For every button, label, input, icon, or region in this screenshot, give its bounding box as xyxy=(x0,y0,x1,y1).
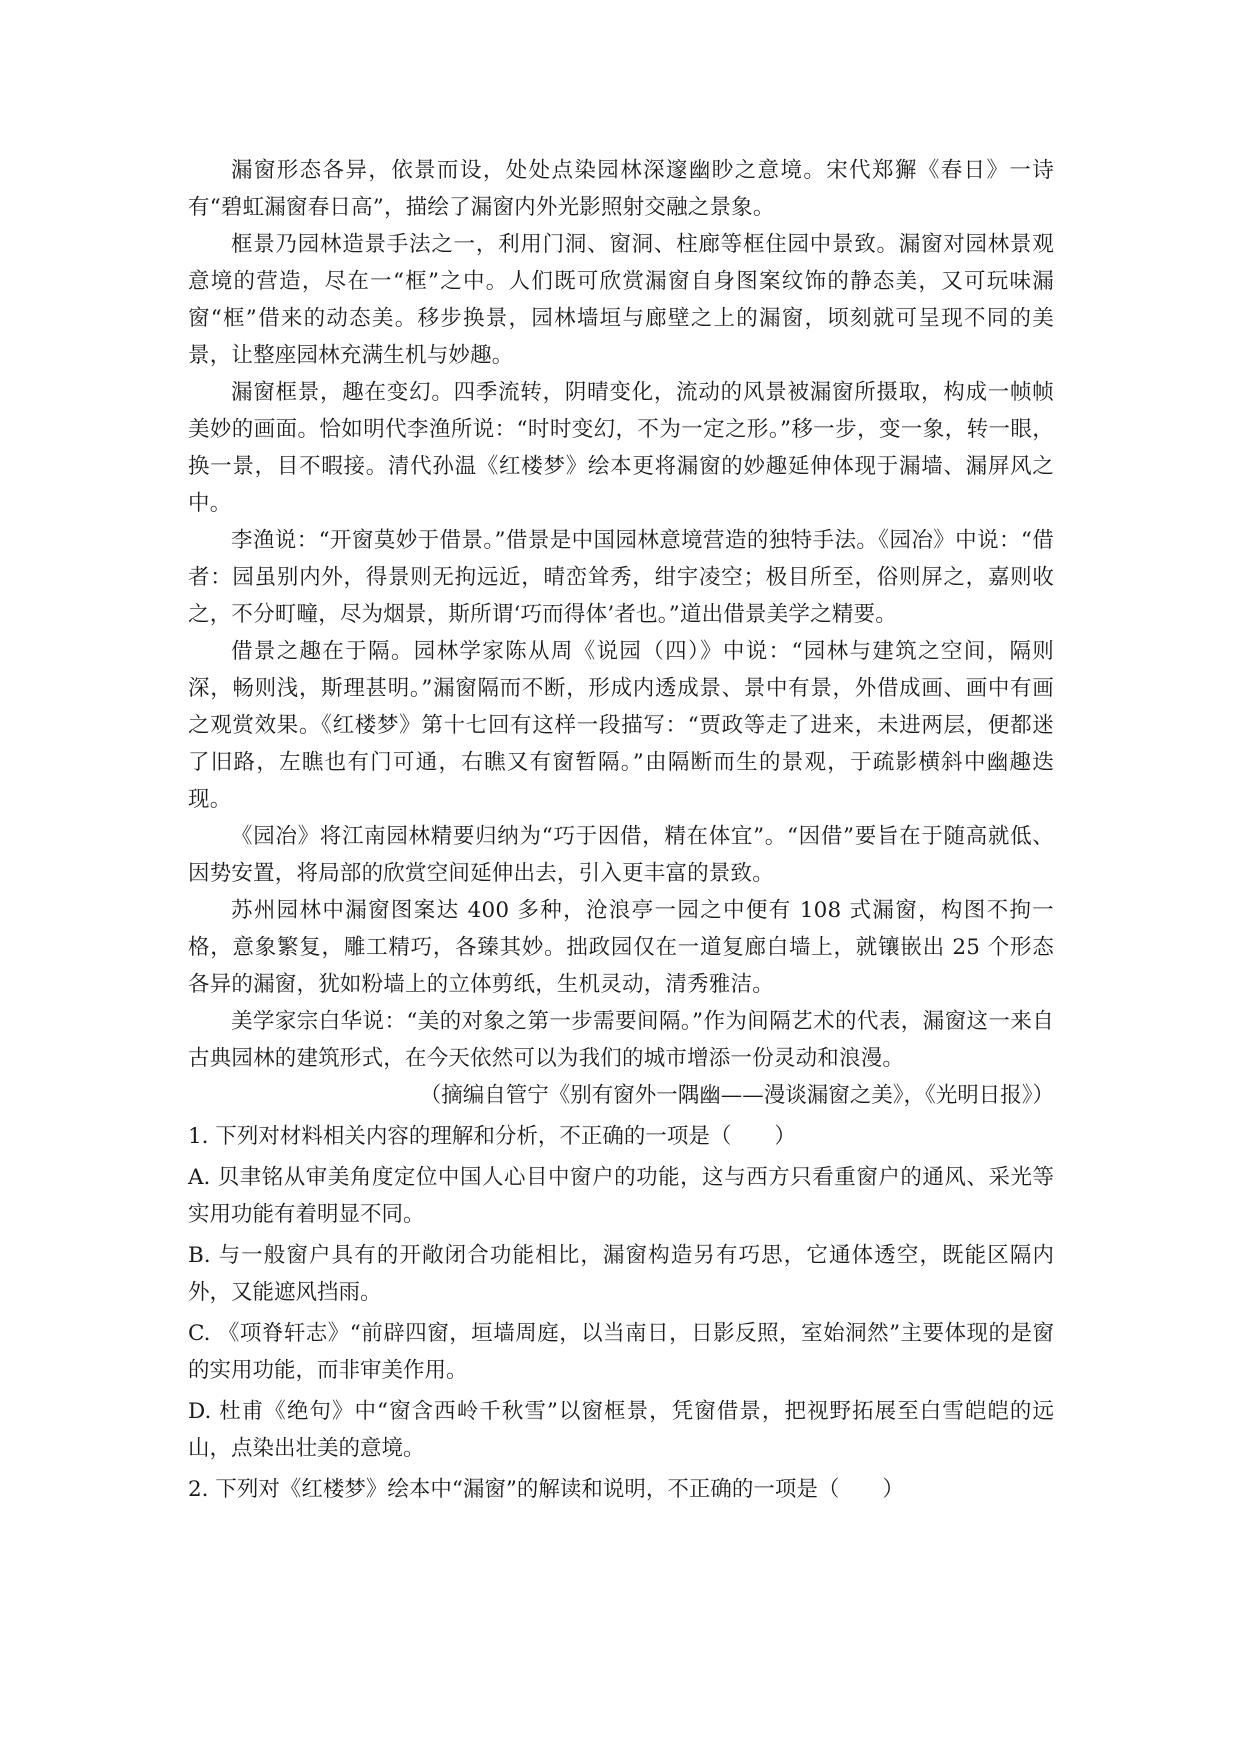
question-1-option-a: A. 贝聿铭从审美角度定位中国人心目中窗户的功能，这与西方只看重窗户的通风、采光等实用功能有着明显不同。 xyxy=(188,1165,1054,1227)
question-1-option-b: B. 与一般窗户具有的开敞闭合功能相比，漏窗构造另有巧思，它通体透空，既能区隔内外，又能遮风挡雨。 xyxy=(188,1243,1054,1305)
paragraph-3: 漏窗框景，趣在变幻。四季流转，阴晴变化，流动的风景被漏窗所摄取，构成一帧帧美妙的画面。恰如明代李渔所说：“时时变幻，不为一定之形。”移一步，变一象，转一眼，换一景，目不暇接。清代孙温《红楼梦》绘本更将漏窗的妙趣延伸体现于漏墙、漏屏风之中。 xyxy=(188,380,1054,516)
paragraph-7: 苏州园林中漏窗图案达 400 多种，沧浪亭一园之中便有 108 式漏窗，构图不拘一格，意象繁复，雕工精巧，各臻其妙。拙政园仅在一道复廊白墙上，就镶嵌出 25 个形态各异的漏窗，犹如粉墙上的立体剪纸，生机灵动，清秀雅洁。 xyxy=(188,898,1054,997)
paragraph-5: 借景之趣在于隔。园林学家陈从周《说园（四）》中说：“园林与建筑之空间，隔则深，畅则浅，斯理甚明。”漏窗隔而不断，形成内透成景、景中有景，外借成画、画中有画之观赏效果。《红楼梦》第十七回有这样一段描写：“贾政等走了进来，未进两层，便都迷了旧路，左瞧也有门可通，右瞧又有窗暂隔。”由隔断而生的景观，于疏影横斜中幽趣迭现。 xyxy=(188,639,1054,812)
paragraph-1: 漏窗形态各异，依景而设，处处点染园林深邃幽眇之意境。宋代郑獬《春日》一诗有“碧虹漏窗春日高”，描绘了漏窗内外光影照射交融之景象。 xyxy=(188,158,1054,220)
question-1-stem: 1. 下列对材料相关内容的理解和分析，不正确的一项是（ ） xyxy=(188,1124,796,1149)
paragraph-8: 美学家宗白华说：“美的对象之第一步需要间隔。”作为间隔艺术的代表，漏窗这一来自古典园林的建筑形式，在今天依然可以为我们的城市增添一份灵动和浪漫。 xyxy=(188,1009,1054,1071)
question-1-option-d: D. 杜甫《绝句》中“窗含西岭千秋雪”以窗框景，凭窗借景，把视野拓展至白雪皑皑的远山，点染出壮美的意境。 xyxy=(188,1399,1054,1461)
question-1-option-c: C. 《项脊轩志》“前辟四窗，垣墙周庭，以当南日，日影反照，室始洞然”主要体现的是窗的实用功能，而非审美作用。 xyxy=(188,1321,1054,1383)
paragraph-6: 《园冶》将江南园林精要归纳为“巧于因借，精在体宜”。“因借”要旨在于随高就低、因势安置，将局部的欣赏空间延伸出去，引入更丰富的景致。 xyxy=(188,824,1054,886)
question-2-stem: 2. 下列对《红楼梦》绘本中“漏窗”的解读和说明，不正确的一项是（ ） xyxy=(188,1477,904,1502)
article-source: （摘编自管宁《别有窗外一隅幽——漫谈漏窗之美》，《光明日报》） xyxy=(419,1083,1054,1108)
document-page xyxy=(188,152,1054,1508)
paragraph-4: 李渔说：“开窗莫妙于借景。”借景是中国园林意境营造的独特手法。《园冶》中说：“借者：园虽别内外，得景则无拘远近，晴峦耸秀，绀宇凌空；极目所至，俗则屏之，嘉则收之，不分町疃，尽为烟景，斯所谓‘巧而得体’者也。”道出借景美学之精要。 xyxy=(188,528,1054,627)
paragraph-2: 框景乃园林造景手法之一，利用门洞、窗洞、柱廊等框住园中景致。漏窗对园林景观意境的营造，尽在一“框”之中。人们既可欣赏漏窗自身图案纹饰的静态美，又可玩味漏窗“框”借来的动态美。移步换景，园林墙垣与廊壁之上的漏窗，顷刻就可呈现不同的美景，让整座园林充满生机与妙趣。 xyxy=(188,232,1054,368)
